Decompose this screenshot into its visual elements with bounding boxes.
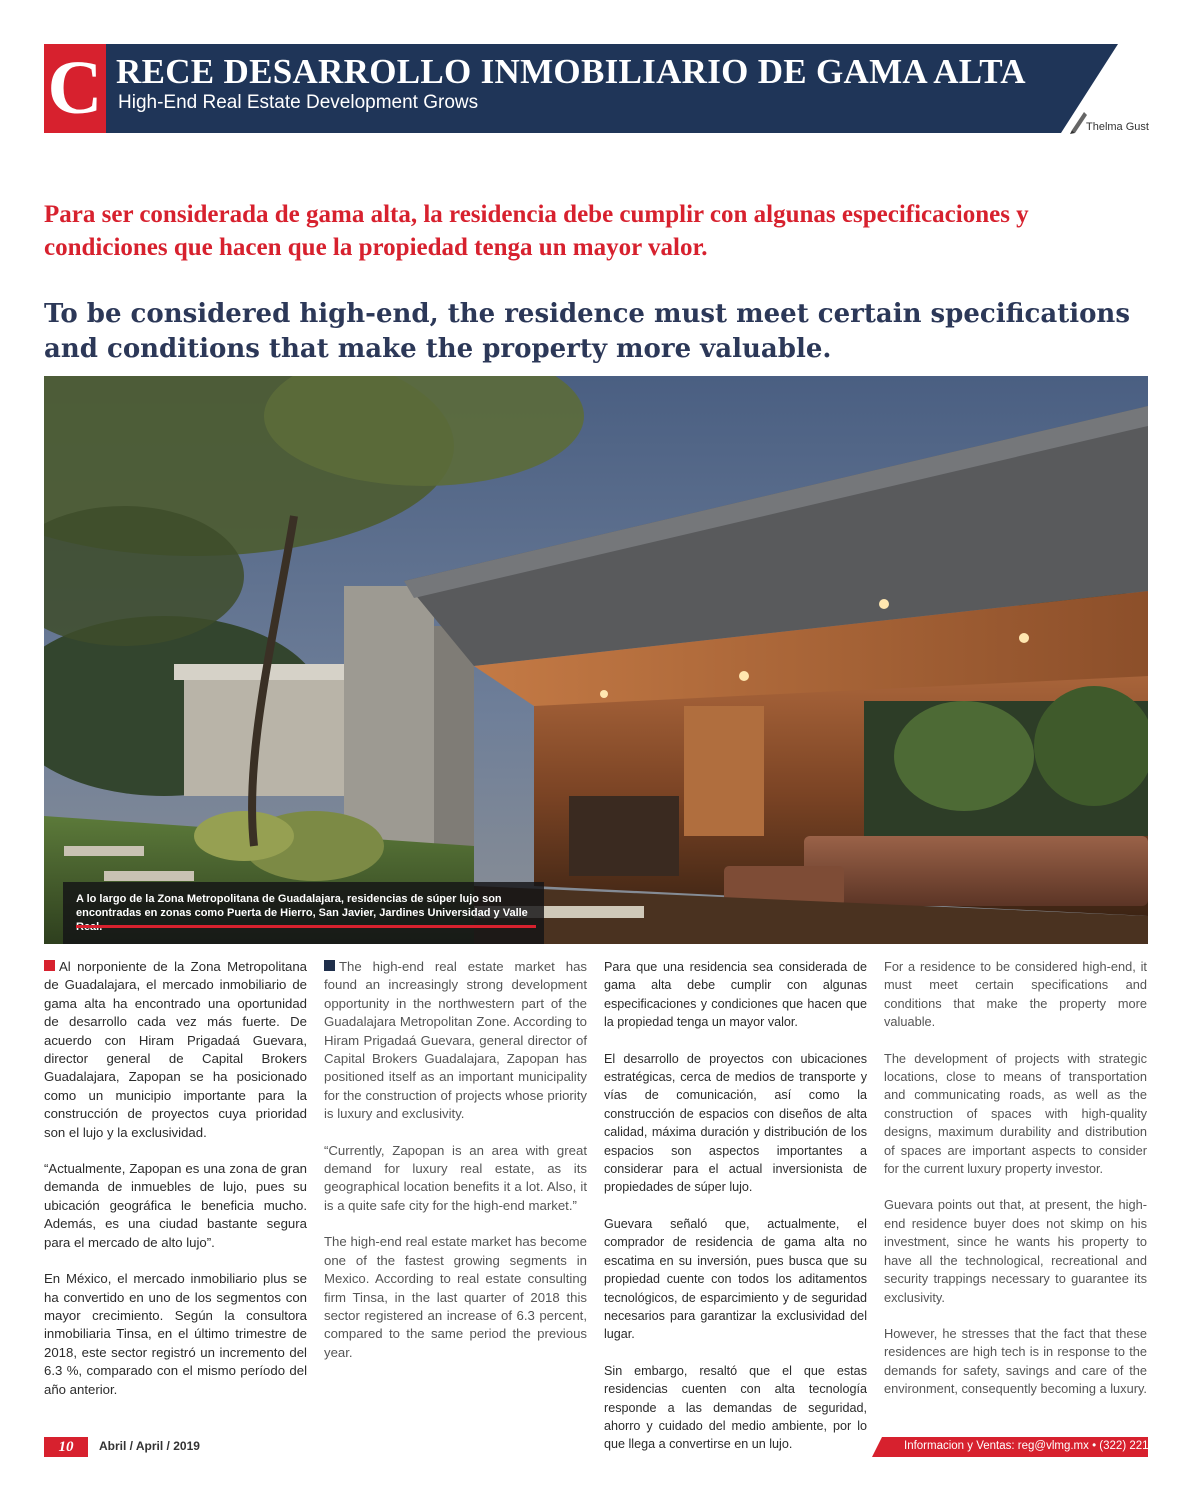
column-spanish-1 (44, 958, 307, 1417)
contact-banner (872, 1437, 1178, 1457)
author-name: Thelma Gust (1086, 121, 1149, 133)
column-english-1 (324, 958, 587, 1380)
paragraph: Sin embargo, resaltó que el que estas residencias cuenten con alta tecnología responde a las demandas de seguridad, ahorro y cuidado del medio ambiente, por lo que llega a convertirse en un lujo. (604, 1363, 867, 1452)
page-number: 10 (44, 1437, 88, 1457)
byline (1068, 108, 1149, 134)
photo-caption-box (63, 882, 544, 944)
contact-info: Informacion y Ventas: reg@vlmg.mx • (322) 221 0106 (904, 1440, 1178, 1452)
column-english-2 (884, 958, 1147, 1417)
paragraph: Guevara señaló que, actualmente, el comprador de residencia de gama alta no escatima en su inversión, pues busca que su propiedad cuente con todos los aditamentos tecnológicos, de esparcimiento y de seguridad necesarios para garantizar la exclusividad del lugar. (604, 1216, 867, 1342)
paragraph: For a residence to be considered high-end, it must meet certain specifications and conditions that make the property more valuable. (884, 959, 1147, 1030)
issue-date: Abril / April / 2019 (99, 1439, 200, 1453)
paragraph: El desarrollo de proyectos con ubicaciones estratégicas, cerca de medios de transporte y vías de comunicación, así como la construcción de espacios con diseños de alta calidad, máxima duración y distribución de los espacios son aspectos importantes a considerar para el actual inversionista de propiedades de súper lujo. (604, 1051, 867, 1195)
feature-photo (44, 376, 1148, 944)
paragraph: “Actualmente, Zapopan es una zona de gran demanda de inmuebles de lujo, pues su ubicación geográfica le beneficia mucho. Además, es una ciudad bastante segura para el mercado de alto lujo”. (44, 1161, 307, 1250)
article-title: RECE DESARROLLO INMOBILIARIO DE GAMA ALTA (116, 52, 1026, 91)
photo-caption: A lo largo de la Zona Metropolitana de Guadalajara, residencias de súper lujo son encontradas en zonas como Puerta de Hierro, San Javier, Jardines Universidad y Valle (76, 893, 528, 919)
paragraph: En México, el mercado inmobiliario plus se ha convertido en uno de los segmentos con mayor crecimiento. Según la consultora inmobiliaria Tinsa, en el último trimestre de 2018, este sector registró un incremento del 6.3 %, comparado con el mismo período del año anterior. (44, 1271, 307, 1397)
intro-spanish: Para ser considerada de gama alta, la residencia debe cumplir con algunas especificaciones y condiciones que hacen que la propiedad tenga un mayor valor. (44, 201, 1029, 261)
caption-underline (76, 925, 536, 928)
paragraph: “Currently, Zapopan is an area with great demand for luxury real estate, as its geographical location benefits it a lot. Also, it is a quite safe city for the high-end market.” (324, 1142, 587, 1213)
paragraph: Guevara points out that, at present, the high-end residence buyer does not skimp on his investment, since he wants his property to have all the technological, recreational and security trappings necessary to guarantee its exclusivity. (884, 1197, 1147, 1305)
paragraph: The development of projects with strategic locations, close to means of transportation and communicating roads, as well as the construction of spaces with high-quality designs, maximum durability and distribution of spaces are important aspects to consider for the current luxury property investor. (884, 1050, 1147, 1177)
intro-english: To be considered high-end, the residence must meet certain specifications and conditions that make the property more valuable. (44, 299, 1130, 364)
pen-icon (1068, 108, 1088, 134)
header-banner (44, 44, 1118, 133)
paragraph: The high-end real estate market has become one of the fastest growing segments in Mexico. According to real estate consulting firm Tinsa, in the last quarter of 2018 this sector registered an increase of 6.3 percent, compared to the same period the previous year. (324, 1234, 587, 1360)
red-square-bullet-icon (44, 960, 55, 971)
navy-square-bullet-icon (324, 960, 335, 971)
paragraph (324, 958, 587, 1124)
paragraph-text: The high-end real estate market has found an increasingly strong development opportunity in the northwestern part of the Guadalajara Metropolitan Zone. According to Hiram Prigadaá Guevara, general director of Capital Brokers Guadalajara, Zapopan has positioned itself as an important municipality for the construction of projects whose priority is luxury and exclusivity. (324, 959, 587, 1122)
paragraph: Para que una residencia sea considerada de gama alta debe cumplir con algunas especificaciones y condiciones que hacen que la propiedad tenga un mayor valor. (604, 960, 867, 1030)
column-spanish-2 (604, 958, 867, 1472)
house-illustration (44, 376, 1148, 944)
paragraph: However, he stresses that the fact that these residences are high tech is in response to the demands for safety, savings and care of the environment, consequently becoming a luxury. (884, 1325, 1147, 1397)
article-subtitle: High-End Real Estate Development Grows (118, 92, 479, 113)
drop-cap: C (44, 44, 106, 133)
paragraph-text: Al norponiente de la Zona Metropolitana de Guadalajara, el mercado inmobiliario de gama alta ha encontrado una oportunidad de desarrollo cada vez más fuerte. De acuerdo con Hiram Prigadaá Guevara, director general de Capital Brokers Guadalajara, Zapopan se ha posicionado como un municipio importante para la construcción de proyectos cuya prioridad son el lujo y la exclusividad. (44, 959, 307, 1140)
paragraph (44, 958, 307, 1142)
